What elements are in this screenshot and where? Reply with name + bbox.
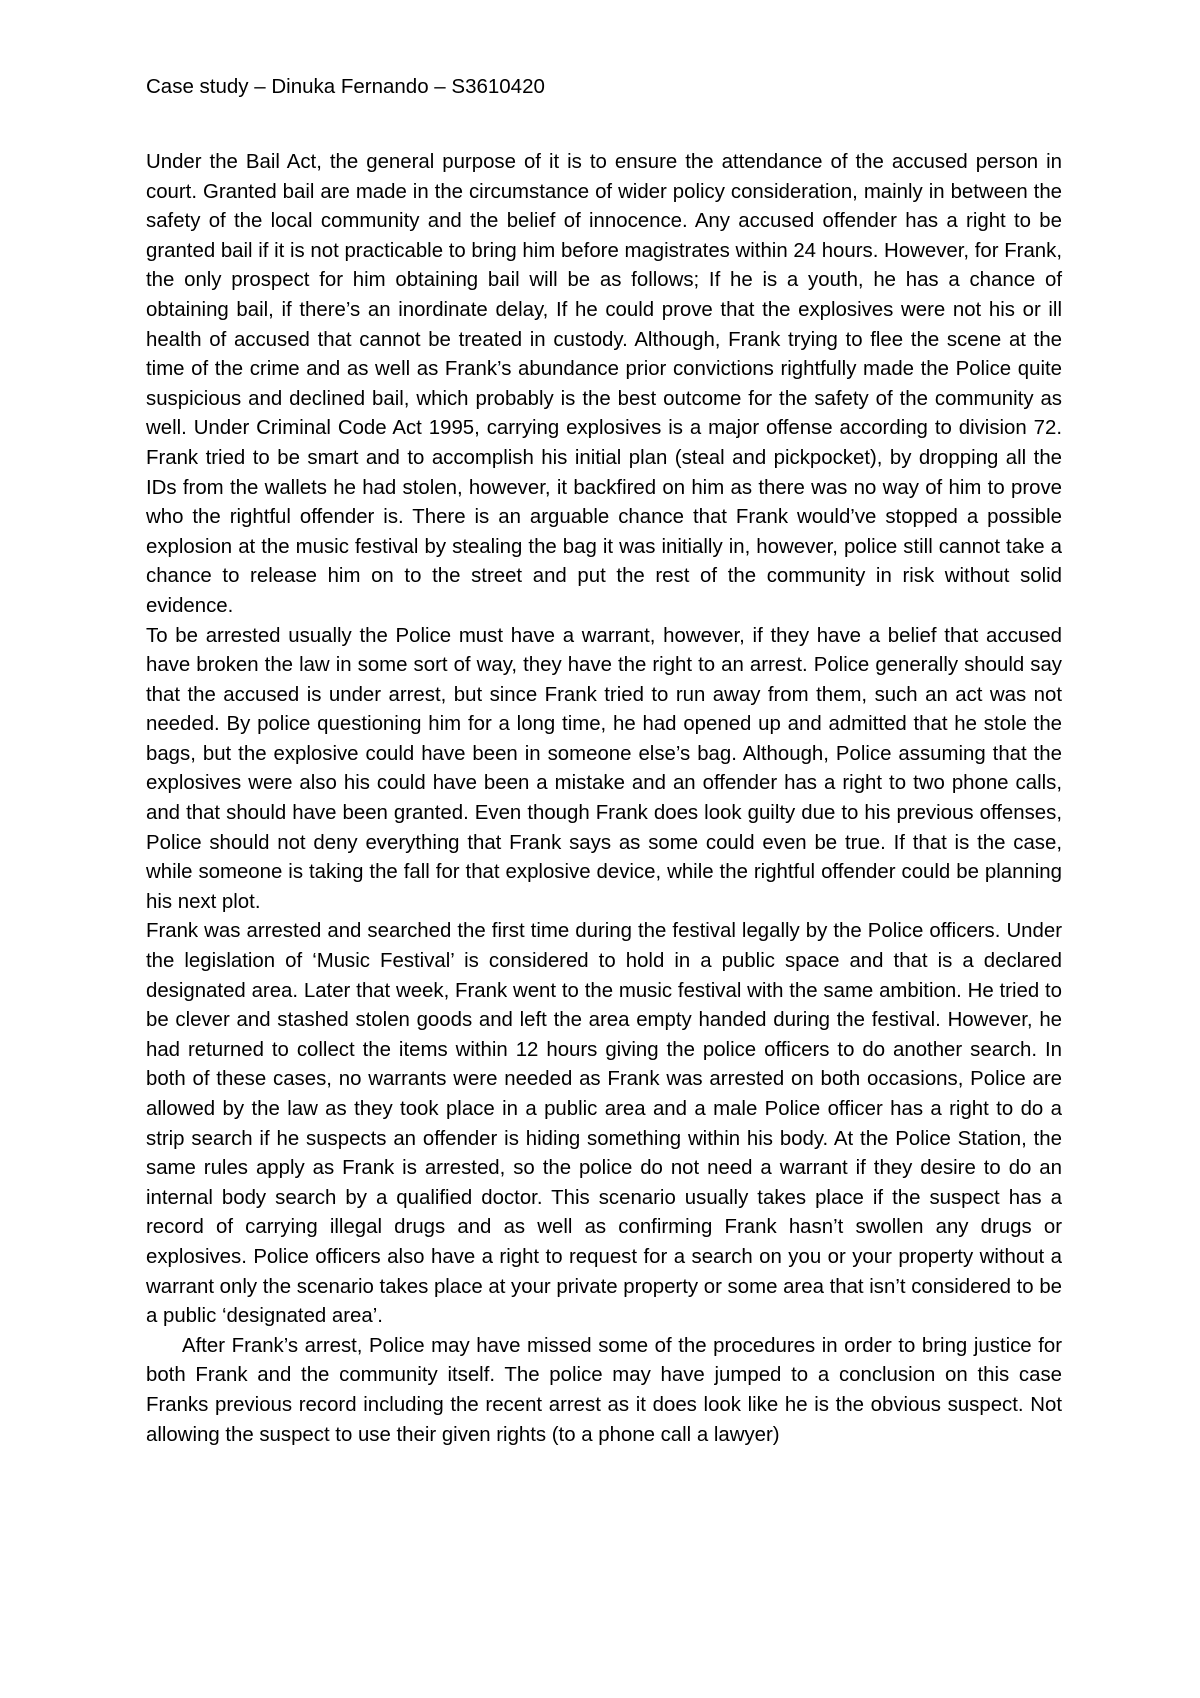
paragraph-arrest: To be arrested usually the Police must have a warrant, however, if they have a belief that accused have broken the law in some sort of way, they have the right to an arrest. Police generally should say that the accused is under arrest, but since Frank tried to run away from them, such an act was not needed. By police questioning him for a long time, he had opened up and admitted that he stole the bags, but the explosive could have been in someone else’s bag. Although, Police assuming that the explosives were also his could have been a mistake and an offender has a right to two phone calls, and that should have been granted. Even though Frank does look guilty due to his previous offenses, Police should not deny everything that Frank says as some could even be true. If that is the case, while someone is taking the fall for that explosive device, while the rightful offender could be planning his next plot. bbox=[146, 624, 1062, 913]
paragraph-procedures: After Frank’s arrest, Police may have missed some of the procedures in order to bring justice for both Frank and the community itself. The police may have jumped to a conclusion on this case Franks previous record including the recent arrest as it does look like he is the obvious suspect. Not allowing the suspect to use their given rights (to a phone call a lawyer) bbox=[146, 1334, 1062, 1446]
paragraph-search: Frank was arrested and searched the first time during the festival legally by the Police officers. Under the legislation of ‘Music Festival’ is considered to hold in a public space and that is a declared designated area. Later that week, Frank went to the music festival with the same ambition. He tried to be clever and stashed stolen goods and left the area empty handed during the festival. However, he had returned to collect the items within 12 hours giving the police officers to do another search. In both of these cases, no warrants were needed as Frank was arrested on both occasions, Police are allowed by the law as they took place in a public area and a male Police officer has a right to do a strip search if he suspects an offender is hiding something within his body. At the Police Station, the same rules apply as Frank is arrested, so the police do not need a warrant if they desire to do an internal body search by a qualified doctor. This scenario usually takes place if the suspect has a record of carrying illegal drugs and as well as confirming Frank hasn’t swollen any drugs or explosives. Police officers also have a right to request for a search on you or your property without a warrant only the scenario takes place at your private property or some area that isn’t considered to be a public ‘designated area’. bbox=[146, 920, 1062, 1328]
document-header: Case study – Dinuka Fernando – S3610420 bbox=[146, 75, 545, 98]
document-body bbox=[146, 148, 1062, 1450]
paragraph-bail: Under the Bail Act, the general purpose of it is to ensure the attendance of the accused person in court. Granted bail are made in the circumstance of wider policy consideration, mainly in between the safety of the local community and the belief of innocence. Any accused offender has a right to be granted bail if it is not practicable to bring him before magistrates within 24 hours. However, for Frank, the only prospect for him obtaining bail will be as follows; If he is a youth, he has a chance of obtaining bail, if there’s an inordinate delay, If he could prove that the explosives were not his or ill health of accused that cannot be treated in custody. Although, Frank trying to flee the scene at the time of the crime and as well as Frank’s abundance prior convictions rightfully made the Police quite suspicious and declined bail, which probably is the best outcome for the safety of the community as well. Under Criminal Code Act 1995, carrying explosives is a major offense according to division 72. Frank tried to be smart and to accomplish his initial plan (steal and pickpocket), by dropping all the IDs from the wallets he had stolen, however, it backfired on him as there was no way of him to prove who the rightful offender is. There is an arguable chance that Frank would’ve stopped a possible explosion at the music festival by stealing the bag it was initially in, however, police still cannot take a chance to release him on to the street and put the rest of the community in risk without solid evidence. bbox=[146, 151, 1062, 617]
